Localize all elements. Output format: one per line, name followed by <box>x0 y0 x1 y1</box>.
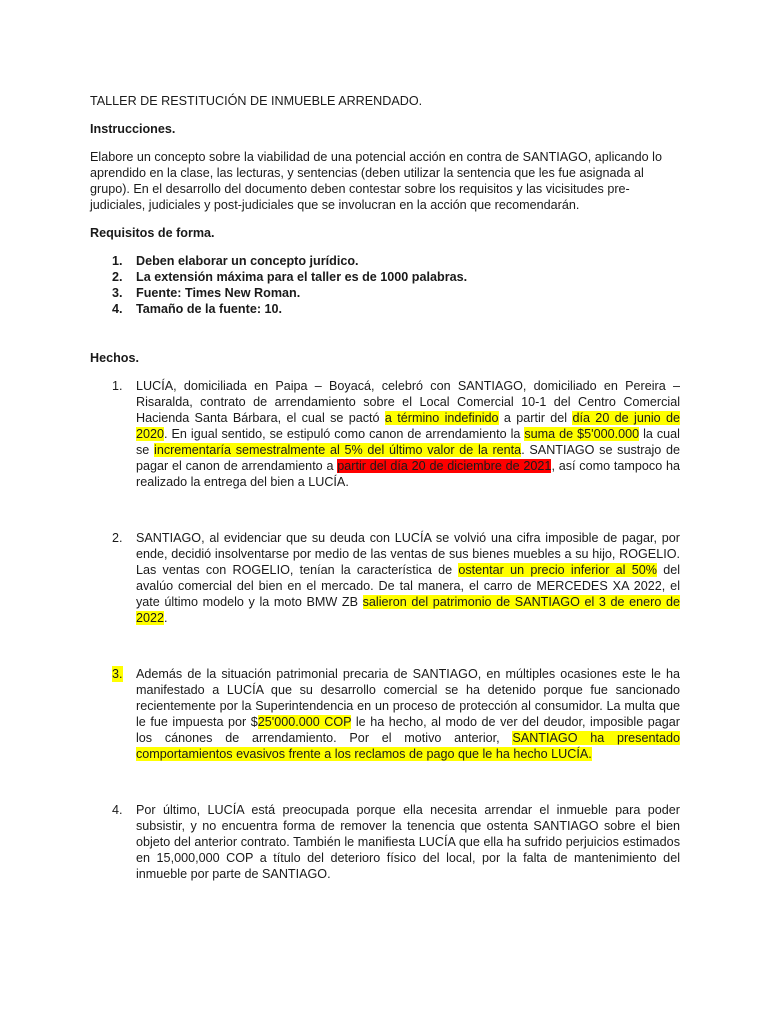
fact-text <box>136 530 680 626</box>
list-number: 2. <box>112 531 123 545</box>
fact-item <box>90 530 680 626</box>
fact-item <box>90 802 680 882</box>
fact-segment: Por último, LUCÍA está preocupada porque ella necesita arrendar el inmueble para poder subsistir, y no encuentra forma de remover la tenencia que ostenta SANTIAGO sobre el bien objeto del anterior contrato. También le manifiesta LUCÍA que ella ha sufrido perjuicios estimados en 15,000,000 COP a título del deterioro físico del local, por la falta de mantenimiento del inmueble por parte de SANTIAGO. <box>136 803 680 881</box>
list-number: 3. <box>112 286 123 300</box>
requirement-item <box>90 301 680 317</box>
highlighted-text: a término indefinido <box>384 411 499 425</box>
highlighted-text: incrementaría semestralmente al 5% del último valor de la renta <box>154 443 522 457</box>
highlighted-text: suma de $5'000.000 <box>524 427 640 441</box>
list-number: 1. <box>112 379 123 393</box>
highlighted-text: ostentar un precio inferior al 50% <box>458 563 657 577</box>
list-number: 4. <box>112 803 123 817</box>
requirement-item <box>90 285 680 301</box>
requirement-text: Deben elaborar un concepto jurídico. <box>136 254 359 268</box>
document-page <box>90 93 680 882</box>
fact-segment: . SANTIAGO se sustrajo de pagar el canon de arrendamiento a <box>136 443 680 473</box>
fact-segment: Además de la situación patrimonial precaria de SANTIAGO, en múltiples ocasiones este le ha manifestado a LUCÍA que su desarrollo comercial se ha detenido porque fue sancionado recientemente por la Superintendencia en un proceso de protección al consumidor. La multa que le fue impuesta por $ <box>136 667 680 729</box>
fact-segment: le ha hecho, al modo de ver del deudor, imposible pagar los cánones de arrendamiento. Por el motivo anterior, <box>136 715 680 745</box>
highlighted-text: SANTIAGO ha presentado comportamientos evasivos frente a los reclamos de pago que le ha hecho LUCÍA. <box>136 731 681 761</box>
fact-text <box>136 802 680 882</box>
requirements-list <box>90 253 680 317</box>
list-number: 4. <box>112 302 123 316</box>
fact-segment: del avalúo comercial del bien en el mercado. De tal manera, el carro de MERCEDES XA 2022, el yate último modelo y la moto BMW ZB <box>136 563 680 609</box>
highlighted-text: 25'000.000 COP <box>257 715 352 729</box>
fact-segment: LUCÍA, domiciliada en Paipa – Boyacá, celebró con SANTIAGO, domiciliado en Pereira – Risaralda, contrato de arrendamiento sobre el Local Comercial 10-1 del Centro Comercial Hacienda Santa Bárbara, el cual se pactó <box>136 379 680 425</box>
list-number: 1. <box>112 254 123 268</box>
fact-segment: la cual se <box>136 427 680 457</box>
fact-text <box>136 378 680 490</box>
facts-list <box>90 378 680 882</box>
fact-item <box>90 666 680 762</box>
instructions-heading: Instrucciones. <box>90 122 176 136</box>
fact-segment: . <box>164 611 168 625</box>
requirement-text: La extensión máxima para el taller es de 1000 palabras. <box>136 270 468 284</box>
list-number: 2. <box>112 270 123 284</box>
requirement-item <box>90 269 680 285</box>
highlighted-text: día 20 de junio de 2020 <box>136 411 681 441</box>
requirement-text: Fuente: Times New Roman. <box>136 286 301 300</box>
facts-heading: Hechos. <box>90 351 139 365</box>
highlighted-text: partir del día 20 de diciembre de 2021 <box>337 459 552 473</box>
fact-segment: SANTIAGO, al evidenciar que su deuda con LUCÍA se volvió una cifra imposible de pagar, por ende, decidió insolventarse por medio de las ventas de sus bienes muebles a su hijo, ROGELIO. Las ventas con ROGELIO, tenían la característica de <box>136 531 680 577</box>
highlighted-text: salieron del patrimonio de SANTIAGO el 3 de enero de 2022 <box>136 595 680 625</box>
list-number: 3. <box>112 667 123 681</box>
document-title: TALLER DE RESTITUCIÓN DE INMUEBLE ARRENDADO. <box>90 94 423 108</box>
fact-segment: . En igual sentido, se estipuló como canon de arrendamiento la <box>164 427 525 441</box>
requirement-item <box>90 253 680 269</box>
fact-item <box>90 378 680 490</box>
fact-segment: , así como tampoco ha realizado la entrega del bien a LUCÍA. <box>136 459 680 489</box>
requirements-heading: Requisitos de forma. <box>90 226 215 240</box>
fact-segment: a partir del <box>498 411 573 425</box>
requirement-text: Tamaño de la fuente: 10. <box>136 302 283 316</box>
fact-text <box>136 666 680 762</box>
instructions-text: Elabore un concepto sobre la viabilidad de una potencial acción en contra de SANTIAGO, aplicando lo aprendido en la clase, las lecturas, y sentencias (deben utilizar la sentencia que les fue asignada al grupo). En el desarrollo del documento deben contestar sobre los requisitos y las vicisitudes pre-judiciales, judiciales y post-judiciales que se involucran en la acción que recomendarán. <box>90 150 662 212</box>
